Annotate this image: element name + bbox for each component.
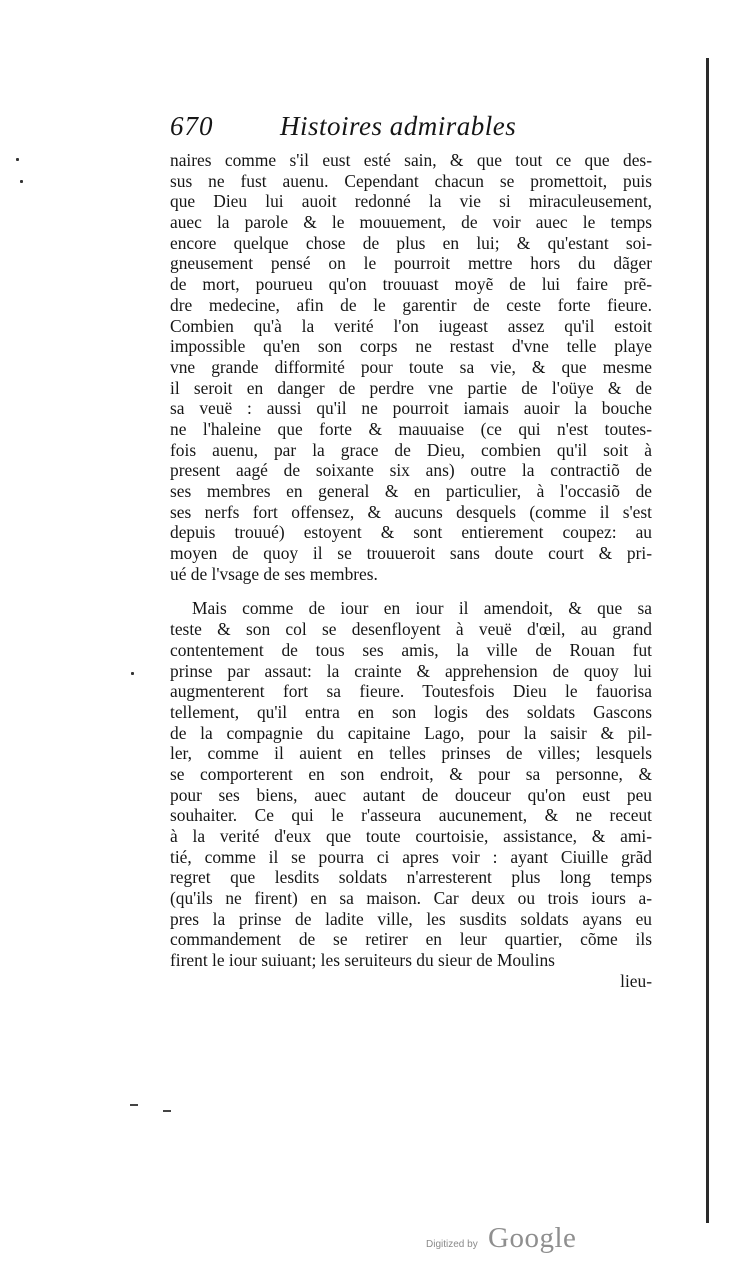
paragraph-2: [170, 598, 652, 970]
text-line: souhaiter. Ce qui le r'asseura aucunement, & ne receut: [170, 805, 652, 826]
text-line: ler, comme il auient en telles prinses de villes; lesquels: [170, 743, 652, 764]
margin-dash: [163, 1110, 171, 1112]
text-line: ne l'haleine que forte & mauuaise (ce qui n'est toutes-: [170, 418, 652, 439]
page-number: 670: [170, 111, 214, 141]
text-line: depuis trouué) estoyent & sont entierement coupez: au: [170, 522, 652, 543]
text-line: moyen de quoy il se trouueroit sans doute court & pri-: [170, 543, 652, 564]
text-line: de mort, pourueu qu'on trouuast moyẽ de lui faire prẽ-: [170, 274, 652, 295]
scan-edge-line: [706, 58, 709, 1223]
text-line: commandement de se retirer en leur quartier, cõme ils: [170, 929, 652, 950]
text-line: ses membres en general & en particulier, à l'occasiõ de: [170, 481, 652, 501]
text-line: que Dieu lui auoit redonné la vie si miraculeusement,: [170, 191, 652, 212]
text-line: augmenterent fort sa fieure. Toutesfois Dieu le fauorisa: [170, 681, 652, 702]
text-line: firent le iour suiuant; les seruiteurs du sieur de Moulins: [170, 950, 555, 971]
text-line: sa veuë : aussi qu'il ne pourroit iamais auoir la bouche: [170, 398, 652, 419]
text-line: tié, comme il se pourra ci apres voir : ayant Ciuille grãd: [170, 846, 652, 867]
google-logo: Google: [488, 1222, 577, 1254]
paragraph-1: [170, 150, 652, 584]
margin-speck: [131, 672, 134, 675]
text-line: de la compagnie du capitaine Lago, pour la saisir & pil-: [170, 722, 652, 743]
text-line: fois auenu, par la grace de Dieu, combien qu'il soit à: [170, 439, 652, 460]
text-line: tellement, qu'il entra en son logis des soldats Gascons: [170, 701, 652, 722]
margin-speck: [16, 158, 19, 161]
text-line: pres la prinse de ladite ville, les susdits soldats ayans eu: [170, 908, 652, 929]
text-line: se comporterent en son endroit, & pour sa personne, &: [170, 763, 652, 784]
text-line: vne grande difformité pour toute sa vie, & que mesme: [170, 356, 652, 377]
text-line: encore quelque chose de plus en lui; & qu'estant soi-: [170, 232, 652, 253]
text-line: naires comme s'il eust esté sain, & que tout ce que des-: [170, 150, 652, 170]
text-line: dre medecine, afin de le garentir de ceste forte fieure.: [170, 294, 652, 315]
text-line: il seroit en danger de perdre vne partie de l'oüye & de: [170, 377, 652, 398]
digitized-by-label: Digitized by: [426, 1239, 478, 1250]
page-header: [170, 111, 540, 147]
text-line: impossible qu'en son corps ne restast d'vne telle playe: [170, 336, 652, 357]
text-line: teste & son col se desenfloyent à veuë d'œil, au grand: [170, 619, 652, 640]
text-line: gneusement pensé on le pourroit mettre hors du dãger: [170, 253, 652, 274]
text-line: (qu'ils ne firent) en sa maison. Car deux ou trois iours a-: [170, 888, 652, 909]
text-line: Combien qu'à la verité l'on iugeast assez qu'il estoit: [170, 315, 652, 336]
text-line: auec la parole & le mouuement, de voir auec le temps: [170, 212, 652, 233]
margin-dash: [130, 1104, 138, 1106]
running-title: Histoires admirables: [280, 111, 517, 141]
catchword: lieu-: [620, 970, 652, 991]
paragraph-gap: [170, 584, 652, 598]
margin-speck: [20, 180, 23, 183]
text-line: sus ne fust auenu. Cependant chacun se promettoit, puis: [170, 170, 652, 191]
body-text: [170, 150, 652, 992]
text-line: contentement de tous ses amis, la ville de Rouan fut: [170, 639, 652, 660]
text-line: à la verité d'eux que toute courtoisie, assistance, & ami-: [170, 826, 652, 846]
text-line: prinse par assaut: la crainte & apprehension de quoy lui: [170, 660, 652, 681]
text-line: ses nerfs fort offensez, & aucuns desquels (comme il s'est: [170, 501, 652, 522]
text-line: Mais comme de iour en iour il amendoit, & que sa: [192, 598, 652, 619]
text-line: regret que lesdits soldats n'arresterent plus long temps: [170, 867, 652, 888]
text-line: present aagé de soixante six ans) outre la contractiõ de: [170, 460, 652, 481]
text-line: pour ses biens, auec autant de douceur qu'on eust peu: [170, 784, 652, 805]
text-line: ué de l'vsage de ses membres.: [170, 563, 378, 584]
digitized-by-google: [426, 1222, 586, 1262]
